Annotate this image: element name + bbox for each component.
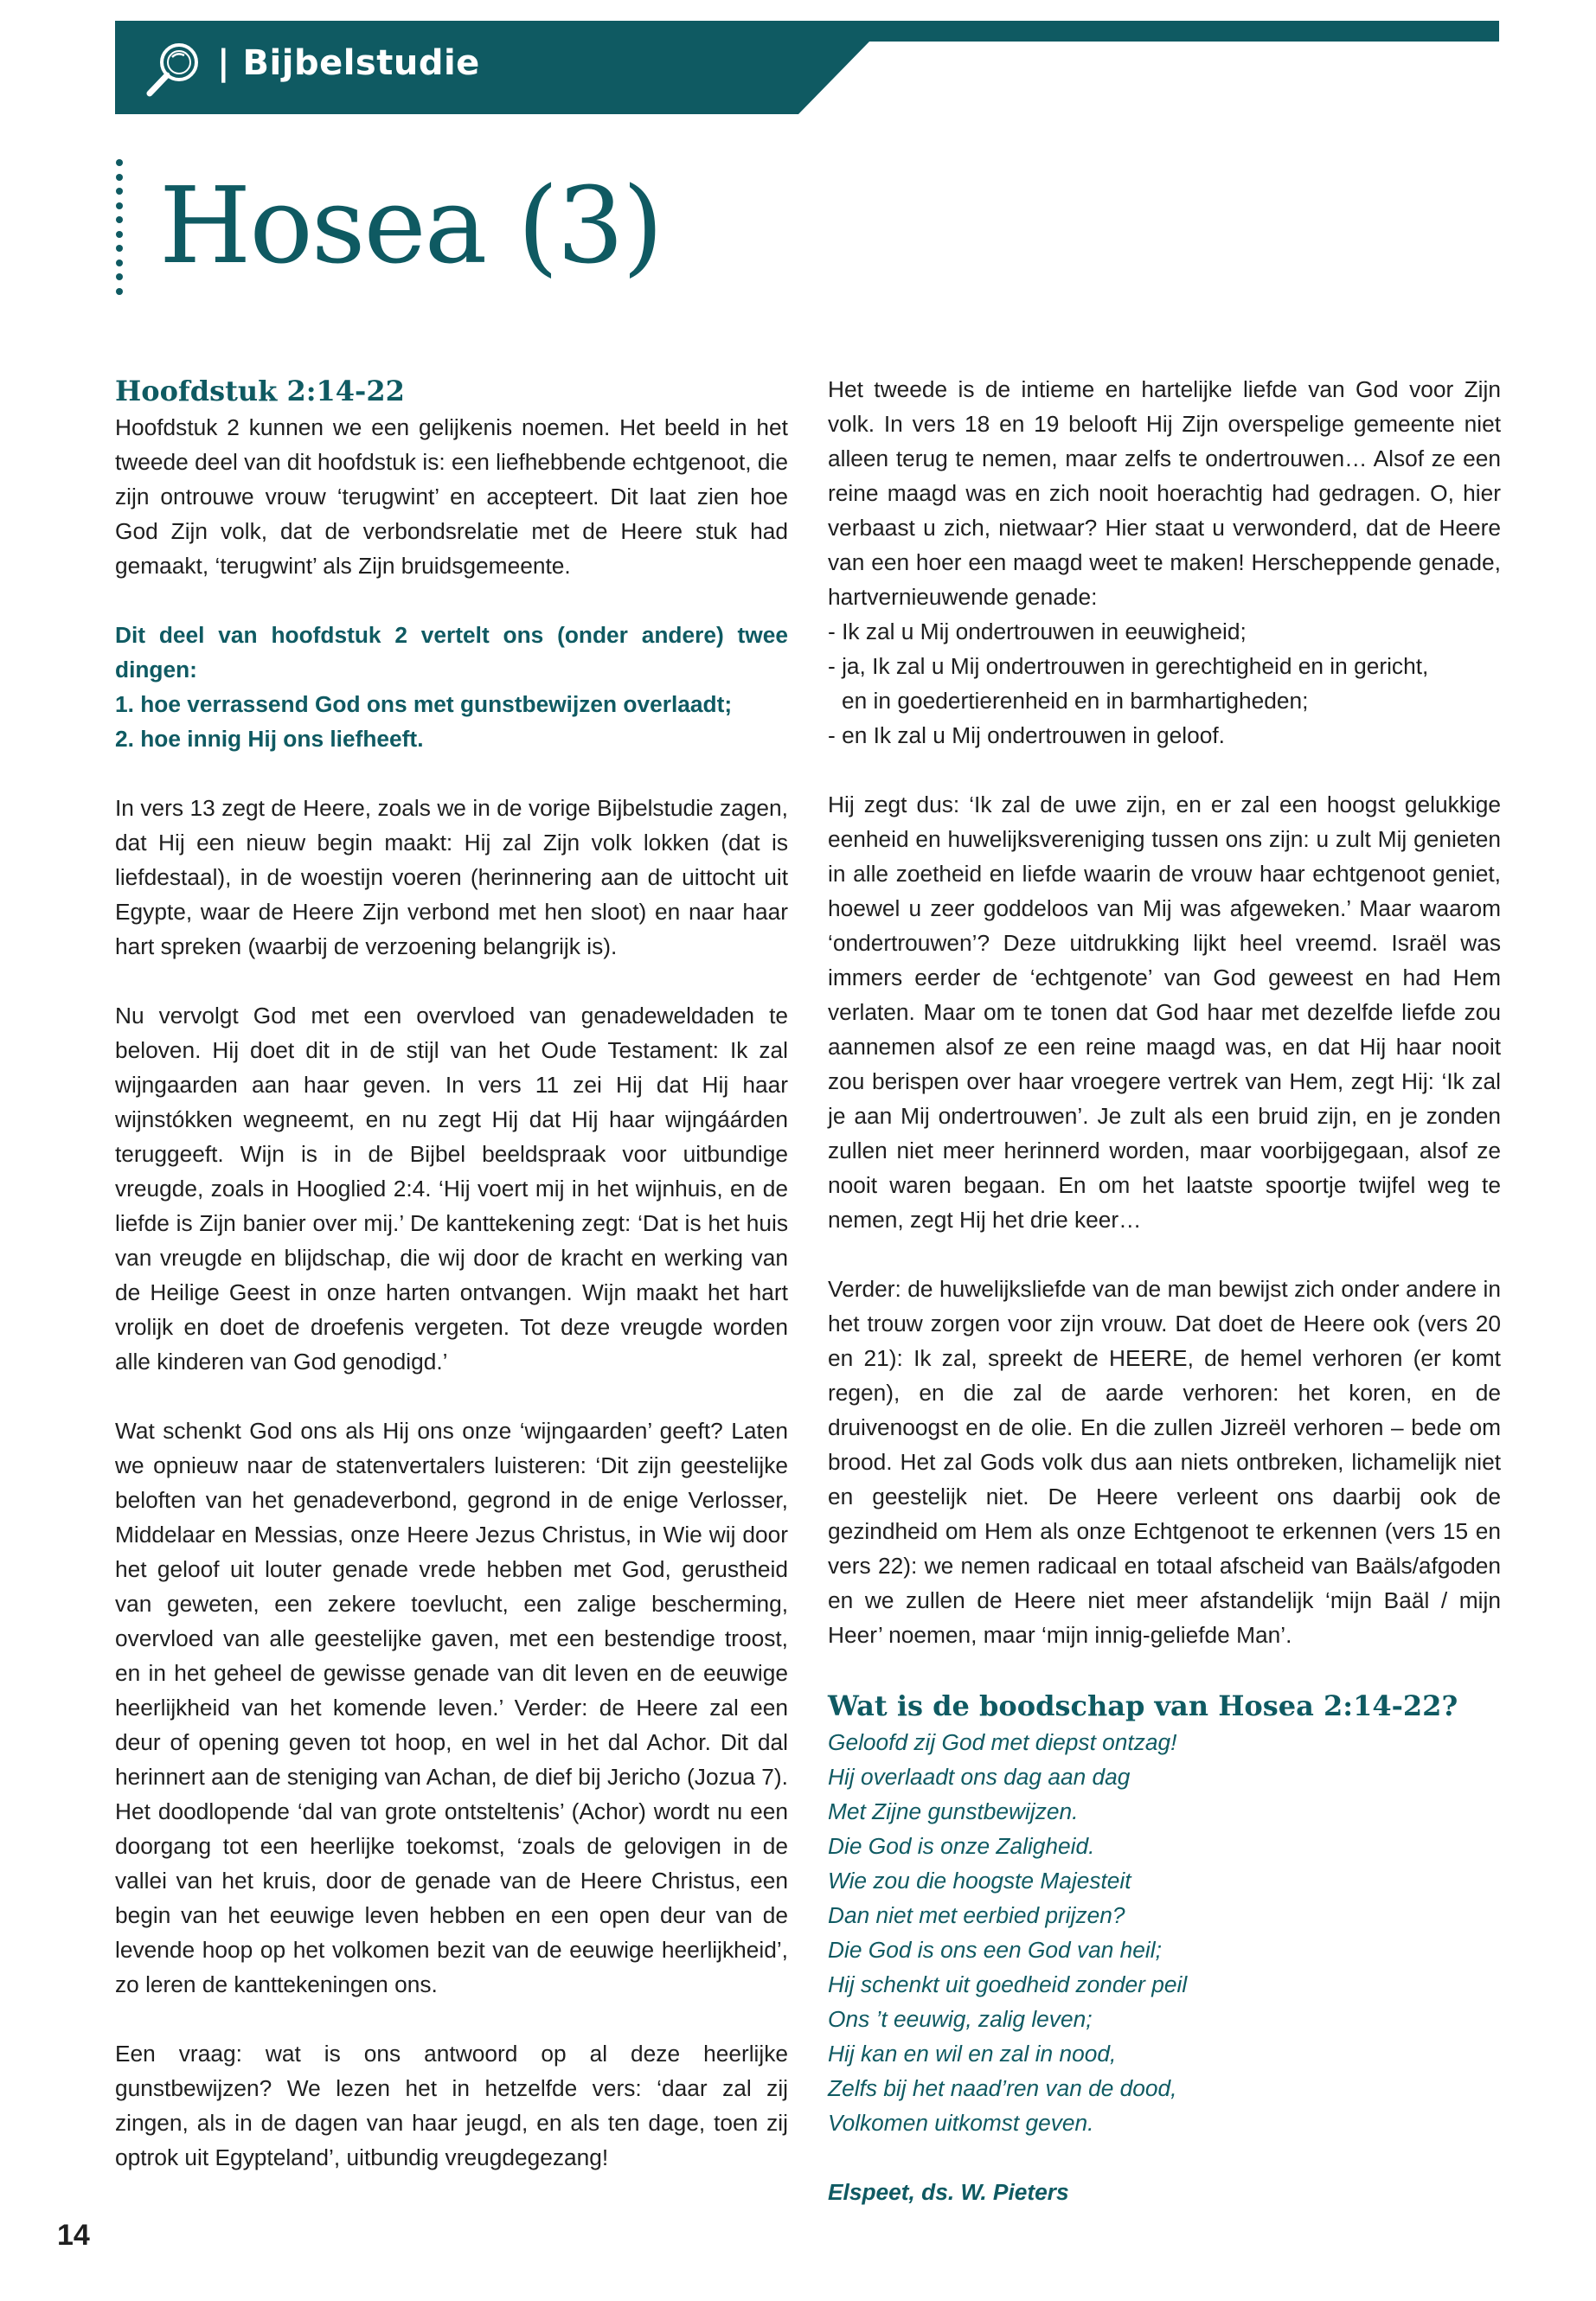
poem-line: Met Zijne gunstbewijzen.	[828, 1798, 1079, 1824]
section-header-band	[115, 21, 1499, 114]
paragraph-union: Hij zegt dus: ‘Ik zal de uwe zijn, en er zal een hoogst gelukkige eenheid en huwelijksvereniging tussen ons zijn: u zult Mij genieten in alle zoetheid en liefde waarin de vrouw haar echtgenoot geniet, hoewel u zeer goddeloos van Mij was afgeweken.’ Maar waarom ‘ondertrouwen’? Deze uitdrukking lijkt heel vreemd. Israël was immers eerder de ‘echtgenote’ van God geweest en had Hem verlaten. Maar om te tonen dat God haar met dezelfde liefde zou aannemen alsof ze een reine maagd was, en dat Hij haar nooit zou berispen over haar vroegere vertrek van Hem, zegt Hij: ‘Ik zal je aan Mij ondertrouwen’. Je zult als een bruid zijn, en je zonden zullen niet meer herinnerd worden, maar voorbijgegaan, alsof ze nooit waren begaan. En om het laatste spoortje twijfel weg te nemen, zegt Hij het drie keer…	[828, 792, 1501, 1233]
right-column	[828, 372, 1501, 2209]
poem-line: Hij kan en wil en zal in nood,	[828, 2041, 1117, 2067]
highlight-intro: Dit deel van hoofdstuk 2 vertelt ons (onder andere) twee dingen:	[115, 622, 788, 683]
highlighted-points	[115, 618, 788, 756]
magnifier-icon	[139, 35, 208, 104]
poem-line: Hij schenkt uit goedheid zonder peil	[828, 1971, 1188, 1997]
betrothal-item-3: - en Ik zal u Mij ondertrouwen in geloof.	[828, 722, 1225, 748]
poem-line: Die God is onze Zaligheid.	[828, 1833, 1095, 1859]
paragraph-vineyards: Nu vervolgt God met een overvloed van genadeweldaden te beloven. Hij doet dit in de stijl van het Oude Testament: Ik zal wijngaarden aan haar geven. In vers 11 zei Hij dat Hij haar wijnstókken wegneemt, en nu zegt Hij dat Hij haar wijngáárden teruggeeft. Wijn is in de Bijbel beeldspraak voor uitbundige vreugde, zoals in Hooglied 2:4. ‘Hij voert mij in het wijnhuis, en de liefde is Zijn banier over mij.’ De kanttekening zegt: ‘Dat is het huis van vreugde en blijdschap, die wij door de kracht en werking van de Heilige Geest in onze harten ontvangen. Wijn maakt het hart vrolijk en doet de droefenis vergeten. Tot deze vreugde worden alle kinderen van God genodigd.’	[115, 1003, 788, 1375]
poem-line: Zelfs bij het naad’ren van de dood,	[828, 2075, 1177, 2101]
paragraph-intimate-love: Het tweede is de intieme en hartelijke liefde van God voor Zijn volk. In vers 18 en 19 belooft Hij Zijn overspelige gemeente niet alleen terug te nemen, maar zelfs te ondertrouwen… Alsof ze een reine maagd was en zich nooit hoerachtig had gedragen. O, hier verbaast u zich, nietwaar? Hier staat u verwonderd, dat de Heere van een hoer een maagd weet te maken! Herscheppende genade, hartvernieuwende genade:	[828, 376, 1501, 610]
poem-line: Dan niet met eerbied prijzen?	[828, 1902, 1125, 1928]
message-heading: Wat is de boodschap van Hosea 2:14-22?	[828, 1689, 1458, 1722]
author-signature: Elspeet, ds. W. Pieters	[828, 2179, 1069, 2205]
highlight-point-2: 2. hoe innig Hij ons liefheeft.	[115, 726, 424, 752]
paragraph-promises: Wat schenkt God ons als Hij ons onze ‘wijngaarden’ geeft? Laten we opnieuw naar de statenvertalers luisteren: ‘Dit zijn geestelijke beloften van het genadeverbond, gegrond in de enige Verlosser, Middelaar en Messias, onze Heere Jezus Christus, in Wie wij door het geloof uit louter genade vrede hebben met God, gerustheid van geweten, een zekere toevlucht, een zalige bescherming, overvloed van alle geestelijke gaven, met een bestendige troost, en in het geheel de gewisse genade van dit leven en de eeuwige heerlijkheid van het komende leven.’ Verder: de Heere zal een deur of opening geven tot hoop, en wel in het dal Achor. Dit dal herinnert aan de steniging van Achan, de dief bij Jericho (Jozua 7). Het doodlopende ‘dal van grote ontsteltenis’ (Achor) wordt nu een doorgang tot een heerlijke toekomst, ‘zoals de gelovigen in de vallei van het kruis, door de genade van de Heere Christus, een begin van het eeuwige leven hebben en een open deur van de levende hoop op het volkomen bezit van de eeuwige heerlijkheid’, zo leren de kanttekeningen ons.	[115, 1418, 788, 1997]
betrothal-item-2: - ja, Ik zal u Mij ondertrouwen in gerechtigheid en in gericht,	[828, 653, 1429, 679]
poem-line: Geloofd zij God met diepst ontzag!	[828, 1729, 1177, 1755]
poem-line: Volkomen uitkomst geven.	[828, 2110, 1094, 2136]
paragraph-care: Verder: de huwelijksliefde van de man bewijst zich onder andere in het trouw zorgen voor zijn vrouw. Dat doet de Heere ook (vers 20 en 21): Ik zal, spreekt de HEERE, de hemel verhoren (er komt regen), en die zal de aarde verhoren: het koren, en de druivenoogst en de olie. En die zullen Jizreël verhoren – bede om brood. Het zal Gods volk dus aan niets ontbreken, lichamelijk niet en geestelijk niet. De Heere verleent ons daarbij ook de gezindheid om Hem als onze Echtgenoot te erkennen (vers 15 en vers 22): we nemen radicaal en totaal afscheid van Baäls/afgoden en we zullen de Heere niet meer afstandelijk ‘mijn Baäl / mijn Heer’ noemen, maar ‘mijn innig-geliefde Man’.	[828, 1276, 1501, 1648]
poem-line: Wie zou die hoogste Majesteit	[828, 1868, 1131, 1894]
poem-line: Ons ’t eeuwig, zalig leven;	[828, 2006, 1093, 2032]
paragraph-verse-13: In vers 13 zegt de Heere, zoals we in de vorige Bijbelstudie zagen, dat Hij een nieuw begin maakt: Hij zal Zijn volk lokken (dat is liefdestaal), in de woestijn voeren (herinnering aan de uittocht uit Egypte, waar de Heere Zijn verbond met hen sloot) en naar haar hart spreken (waarbij de verzoening belangrijk is).	[115, 795, 788, 959]
poem-line: Hij overlaadt ons dag aan dag	[828, 1764, 1131, 1790]
betrothal-item-1: - Ik zal u Mij ondertrouwen in eeuwigheid;	[828, 619, 1247, 644]
page-number: 14	[57, 2219, 90, 2252]
highlight-point-1: 1. hoe verrassend God ons met gunstbewijzen overlaadt;	[115, 691, 733, 717]
paragraph-intro: Hoofdstuk 2 kunnen we een gelijkenis noemen. Het beeld in het tweede deel van dit hoofdstuk is: een liefhebbende echtgenoot, die zijn ontrouwe vrouw ‘terugwint’ en accepteert. Dit laat zien hoe God Zijn volk, dat de verbondsrelatie met de Heere stuk had gemaakt, ‘terugwint’ als Zijn bruidsgemeente.	[115, 414, 788, 579]
paragraph-question: Een vraag: wat is ons antwoord op al deze heerlijke gunstbewijzen? We lezen het in hetzelfde vers: ‘daar zal zij zingen, als in de dagen van haar jeugd, en als ten dage, toen zij optrok uit Egypteland’, uitbundig vreugdegezang!	[115, 2041, 788, 2170]
betrothal-list	[828, 614, 1501, 753]
decorative-dotted-line	[113, 159, 125, 306]
page-title: Hosea (3)	[159, 164, 662, 287]
poem	[828, 1725, 1501, 2140]
section-label: | Bijbelstudie	[217, 43, 480, 83]
betrothal-item-2-continued: en in goedertierenheid en in barmhartigheden;	[842, 688, 1309, 714]
chapter-heading: Hoofdstuk 2:14-22	[115, 375, 405, 407]
left-column	[115, 372, 788, 2175]
poem-line: Die God is ons een God van heil;	[828, 1937, 1162, 1963]
